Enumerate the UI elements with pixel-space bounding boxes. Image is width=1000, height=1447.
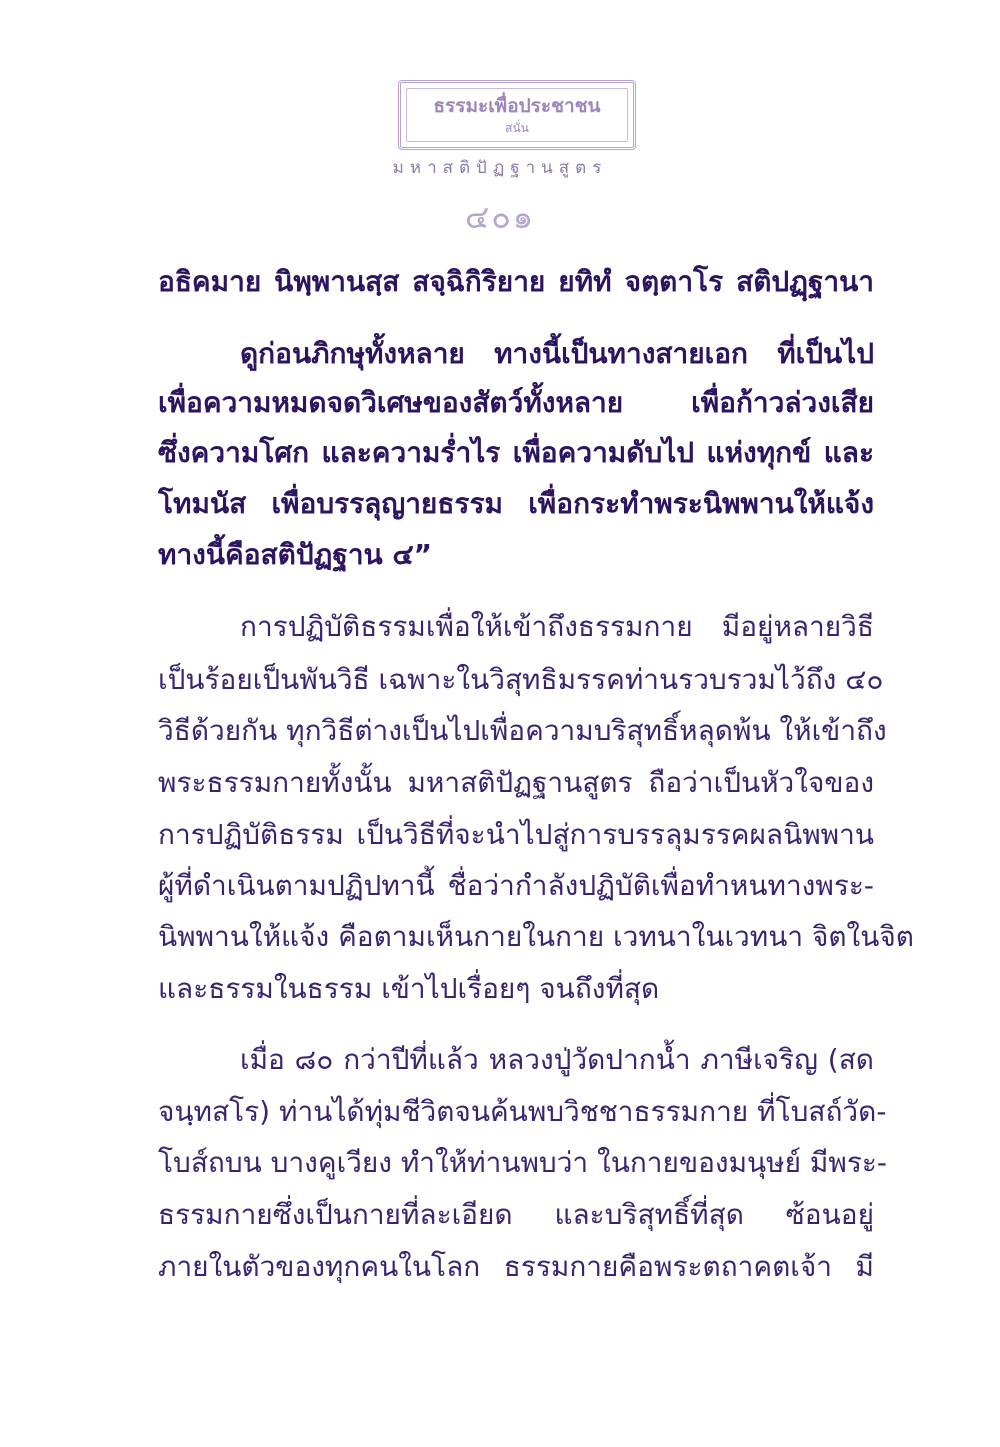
- paragraph-line: โบส์ถบน บางคูเวียง ทำให้ท่านพบว่า ในกายของมนุษย์ มีพระ-: [158, 1146, 888, 1179]
- paragraph-line: เป็นร้อยเป็นพันวิธี เฉพาะในวิสุทธิมรรคท่านรวบรวมไว้ถึง ๔๐: [158, 663, 884, 696]
- pali-verse-line: อธิคมาย นิพฺพานสฺส สจฺฉิกิริยาย ยทิทํ จตฺตาโร สติปฏฺฐานา: [158, 265, 874, 298]
- paragraph-line: ธรรมกายซึ่งเป็นกายที่ละเอียด และบริสุทธิ์ที่สุด ซ้อนอยู่: [158, 1198, 874, 1231]
- paragraph-line: จนฺทสโร) ท่านได้ทุ่มชีวิตจนค้นพบวิชชาธรรมกาย ที่โบสถ์วัด-: [158, 1095, 887, 1128]
- paragraph-line: การปฏิบัติธรรมเพื่อให้เข้าถึงธรรมกาย มีอยู่หลายวิธี: [240, 610, 874, 643]
- running-head: มหาสติปัฏฐานสูตร: [392, 158, 608, 178]
- logo-subtitle: สนั่น: [505, 120, 529, 135]
- translation-line: ซึ่งความโศก และความร่ำไร เพื่อความดับไป แห่งทุกข์ และ: [158, 436, 874, 469]
- paragraph-line: พระธรรมกายทั้งนั้น มหาสติปัฏฐานสูตร ถือว่าเป็นหัวใจของ: [158, 766, 874, 799]
- page-number: ๔๐๑: [464, 198, 536, 236]
- paragraph-line: ภายในตัวของทุกคนในโลก ธรรมกายคือพระตถาคตเจ้า มี: [158, 1250, 874, 1283]
- paragraph-line: และธรรมในธรรม เข้าไปเรื่อยๆ จนถึงที่สุด: [158, 972, 660, 1005]
- paragraph-line: การปฏิบัติธรรม เป็นวิธีที่จะนำไปสู่การบรรลุมรรคผลนิพพาน: [158, 818, 874, 851]
- translation-line: โทมนัส เพื่อบรรลุญายธรรม เพื่อกระทำพระนิพพานให้แจ้ง: [158, 487, 874, 520]
- translation-line: เพื่อความหมดจดวิเศษของสัตว์ทั้งหลาย เพื่อก้าวล่วงเสีย: [158, 386, 874, 419]
- paragraph-line: ผู้ที่ดำเนินตามปฏิปทานี้ ชื่อว่ากำลังปฏิบัติเพื่อทำหนทางพระ-: [158, 869, 874, 902]
- logo-title: ธรรมะเพื่อประชาชน: [433, 94, 601, 117]
- paragraph-line: นิพพานให้แจ้ง คือตามเห็นกายในกาย เวทนาในเวทนา จิตในจิต: [158, 920, 914, 953]
- translation-line: ดูก่อนภิกษุทั้งหลาย ทางนี้เป็นทางสายเอก ที่เป็นไป: [240, 337, 874, 370]
- translation-line: ทางนี้คือสติปัฏฐาน ๔”: [158, 538, 433, 571]
- publisher-logo: [398, 80, 636, 150]
- paragraph-line: วิธีด้วยกัน ทุกวิธีต่างเป็นไปเพื่อความบริสุทธิ์หลุดพ้น ให้เข้าถึง: [158, 714, 887, 747]
- paragraph-line: เมื่อ ๘๐ กว่าปีที่แล้ว หลวงปู่วัดปากน้ำ ภาษีเจริญ (สด: [240, 1043, 874, 1076]
